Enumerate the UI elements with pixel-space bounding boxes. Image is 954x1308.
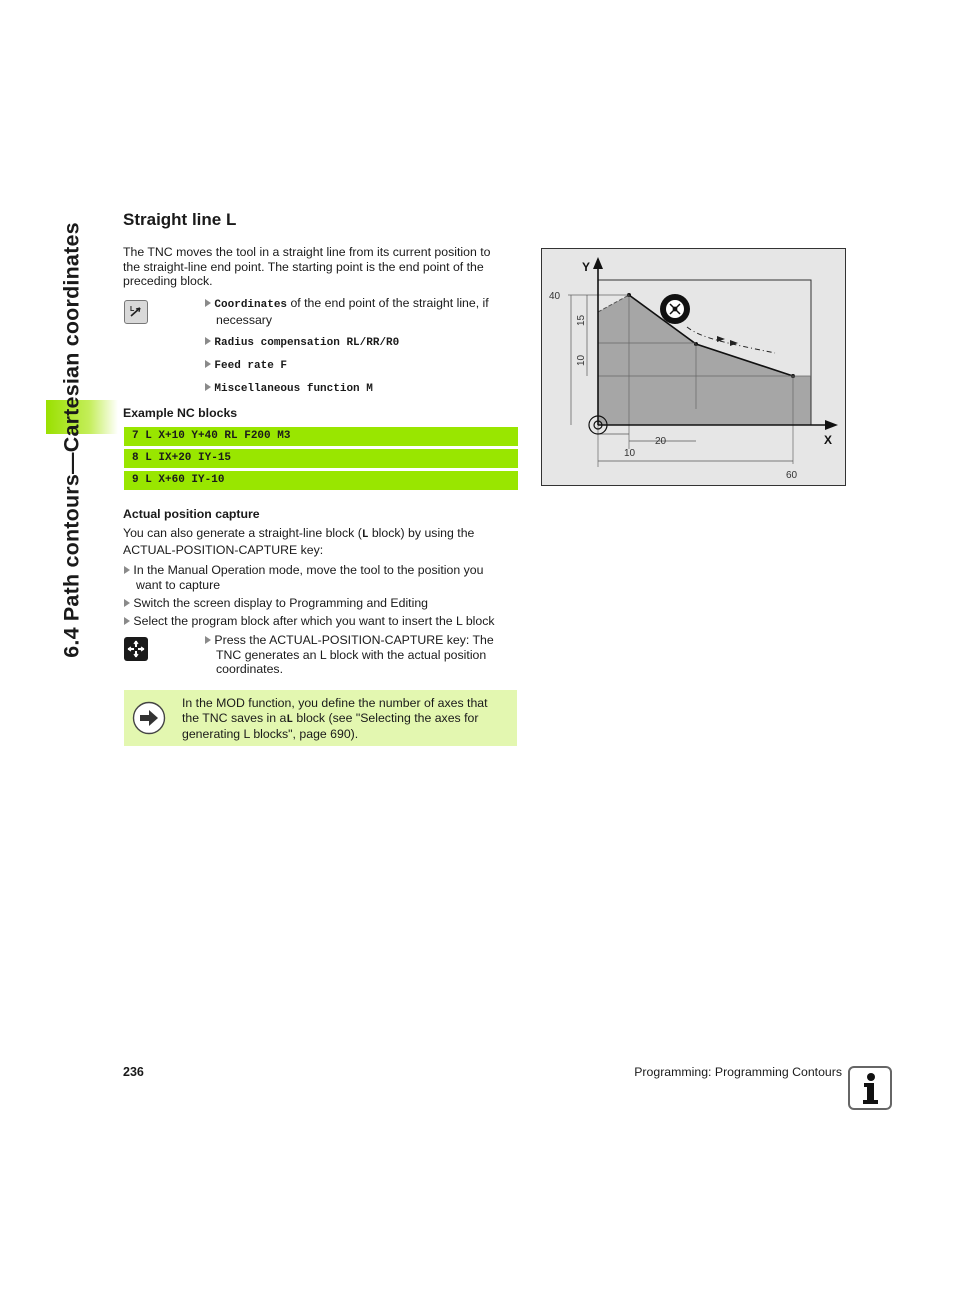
crosshair-icon <box>124 637 148 661</box>
svg-text:X: X <box>824 433 833 447</box>
milling-cutter-icon <box>660 294 690 324</box>
bullet-arrow-icon <box>205 299 211 307</box>
svg-text:L: L <box>130 306 135 313</box>
bullet-arrow-icon <box>205 337 211 345</box>
bullet-arrow-icon <box>205 383 211 391</box>
capture-heading: Actual position capture <box>123 507 260 521</box>
example-heading: Example NC blocks <box>123 406 238 420</box>
capture-step-2: Switch the screen display to Programming and Editing <box>124 596 428 611</box>
capture-step-3: Select the program block after which you want to insert the L block <box>124 614 495 629</box>
bullet-arrow-icon <box>205 360 211 368</box>
input-item-coordinates: Coordinates of the end point of the straight line, if necessary <box>205 296 515 327</box>
svg-text:60: 60 <box>786 470 798 481</box>
note-box <box>124 690 517 746</box>
footer-chapter: Programming: Programming Contours <box>634 1065 842 1079</box>
bullet-arrow-icon <box>124 599 130 607</box>
page-number: 236 <box>123 1065 144 1079</box>
svg-text:10: 10 <box>576 354 587 366</box>
bullet-arrow-icon <box>205 636 211 644</box>
contour-diagram <box>542 249 845 485</box>
bullet-arrow-icon <box>124 617 130 625</box>
svg-text:40: 40 <box>549 291 561 302</box>
input-item-feed-rate: Feed rate F <box>205 357 287 374</box>
nc-block-9: 9 L X+60 IY-10 <box>124 471 518 490</box>
nc-block-8: 8 L IX+20 IY-15 <box>124 449 518 468</box>
input-item-miscellaneous-function: Miscellaneous function M <box>205 380 373 397</box>
nc-block-7: 7 L X+10 Y+40 RL F200 M3 <box>124 427 518 446</box>
capture-step-1: In the Manual Operation mode, move the tool to the position you want to capture <box>124 563 524 592</box>
input-item-radius-compensation: Radius compensation RL/RR/R0 <box>205 334 399 351</box>
capture-intro: You can also generate a straight-line block (L block) by using the ACTUAL-POSITION-CAPTURE key: <box>123 526 475 557</box>
straight-line-key-icon <box>124 300 148 324</box>
arrow-right-circle-icon <box>132 701 166 735</box>
bullet-arrow-icon <box>124 566 130 574</box>
note-text: In the MOD function, you define the number of axes that the TNC saves in aL block (see "Selecting the axes for generating L blocks", page 690). <box>182 696 488 742</box>
capture-key-step: Press the ACTUAL-POSITION-CAPTURE key: The TNC generates an L block with the actual position coordinates. <box>205 633 515 677</box>
chapter-title: 6.4 Path contours—Cartesian coordinates <box>59 222 84 658</box>
svg-text:10: 10 <box>624 448 636 459</box>
info-icon <box>848 1066 892 1110</box>
actual-position-capture-key-icon <box>124 637 148 661</box>
svg-text:20: 20 <box>655 436 667 447</box>
svg-text:15: 15 <box>576 314 587 326</box>
intro-paragraph: The TNC moves the tool in a straight line from its current position to the straight-line end point. The starting point is the end point of the preceding block. <box>123 245 491 289</box>
line-arrow-icon <box>125 301 147 323</box>
section-title: Straight line L <box>123 210 237 229</box>
svg-text:Y: Y <box>582 260 591 274</box>
straight-line-figure <box>541 248 846 486</box>
